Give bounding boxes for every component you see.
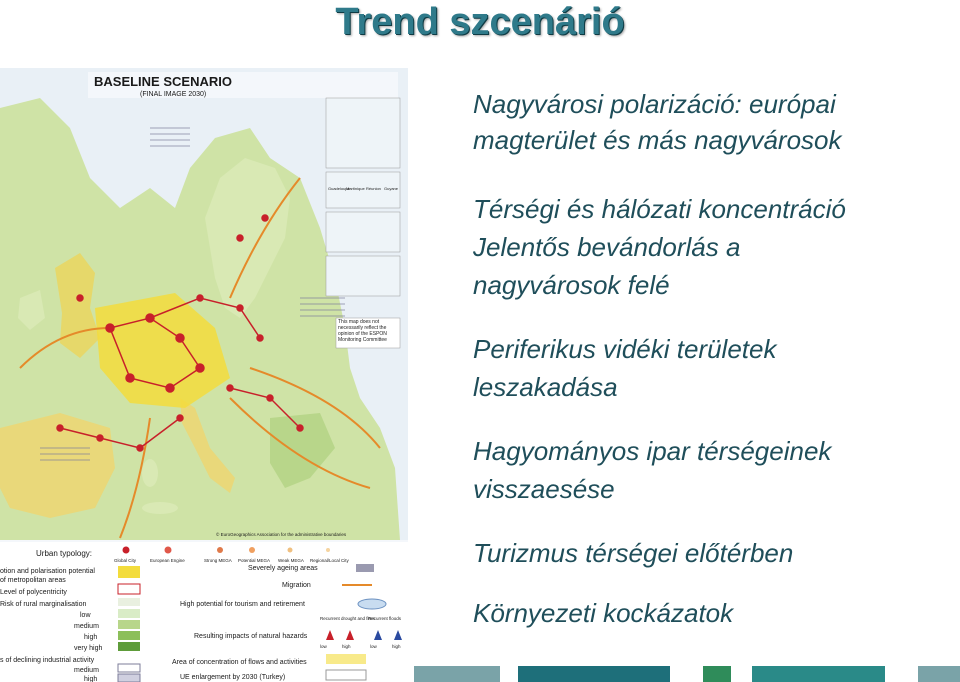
map-disclaimer: This map does not necessarily reflect the opinion of the ESPON Monitoring Committee [338, 319, 387, 343]
legend-middle-item: Area of concentration of flows and activities [172, 659, 307, 666]
slide-title: Trend szcenárió [335, 1, 625, 43]
legend-left-item: Risk of rural marginalisation [0, 601, 87, 608]
legend-left-item: very high [74, 645, 103, 652]
inset-label-guadeloupe: Guadeloupe [328, 186, 350, 191]
legend-middle-item: High potential for tourism and retirement [180, 601, 305, 608]
legend-city-potential: Potential MEGA [238, 558, 271, 563]
legend-ageing-swatch [356, 564, 374, 572]
legend-concentration-swatch [326, 654, 366, 664]
legend-middle-item: UE enlargement by 2030 (Turkey) [180, 674, 286, 681]
footer-bar-green [703, 666, 731, 682]
footer-bar-teal-2 [752, 666, 885, 682]
footer-bar-teal-1 [518, 666, 670, 682]
legend-left-item: high [84, 634, 98, 641]
legend-level-label: low [320, 644, 327, 649]
legend-city-engine: European Engine [150, 558, 185, 563]
legend-left-item: Level of polycentricity [0, 589, 67, 596]
inset-label-guyane: Guyane [384, 186, 399, 191]
legend-middle-item: Resulting impacts of natural hazards [194, 633, 308, 640]
legend-drought-label: Recurrent drought and fires [320, 616, 375, 621]
legend-city-strong: Strong MEGA [204, 558, 232, 563]
legend-left-item: low [80, 612, 91, 619]
legend-middle-item: Severely ageing areas [248, 565, 318, 572]
legend-left-item: medium [74, 667, 99, 674]
legend-middle-item: Migration [282, 582, 311, 589]
map-subheading: (FINAL IMAGE 2030) [140, 91, 207, 98]
legend-left-item: high [84, 676, 98, 682]
bullet-tourism: Turizmus térségei előtérben [473, 538, 794, 568]
legend-level-label: high [392, 644, 401, 649]
legend-left-item: otion and polarisation potential [0, 568, 95, 575]
legend-city-regional: Regional/Local City [310, 558, 349, 563]
legend-left-item: s of declining industrial activity [0, 657, 95, 664]
bullet-concentration: Térségi és hálózati koncentráció Jelentős bevándorlás a nagyvárosok felé [473, 194, 846, 300]
footer-bar-gray-2 [918, 666, 960, 682]
legend-left-item: medium [74, 623, 99, 630]
legend-level-label: low [370, 644, 377, 649]
bullet-industry: Hagyományos ipar térségeinek visszaesése [473, 436, 832, 504]
baseline-scenario-map [0, 68, 408, 682]
legend-level-label: high [342, 644, 351, 649]
map-graphic [0, 68, 408, 682]
legend-urban-typology: Urban typology: [36, 549, 93, 558]
bullet-rural: Periferikus vidéki területek leszakadása [473, 334, 777, 402]
footer-bars [0, 666, 960, 682]
map-heading: BASELINE SCENARIO [94, 74, 232, 89]
legend-city-global: Global City [114, 558, 137, 563]
inset-label-reunion: Réunion [366, 186, 381, 191]
legend-left-item: of metropolitan areas [0, 577, 66, 584]
bullet-environment: Környezeti kockázatok [473, 598, 734, 628]
map-copyright: © EuroGeographics Association for the administrative boundaries [216, 532, 347, 537]
bullet-polarization: Nagyvárosi polarizáció: európai magterület és más nagyvárosok [473, 89, 842, 155]
footer-bar-gray-1 [414, 666, 500, 682]
legend-flood-label: Recurrent floods [368, 616, 402, 621]
legend-tourism-swatch [358, 599, 386, 609]
inset-label-martinique: Martinique [346, 186, 365, 191]
legend-city-weak: Weak MEGA [278, 558, 304, 563]
